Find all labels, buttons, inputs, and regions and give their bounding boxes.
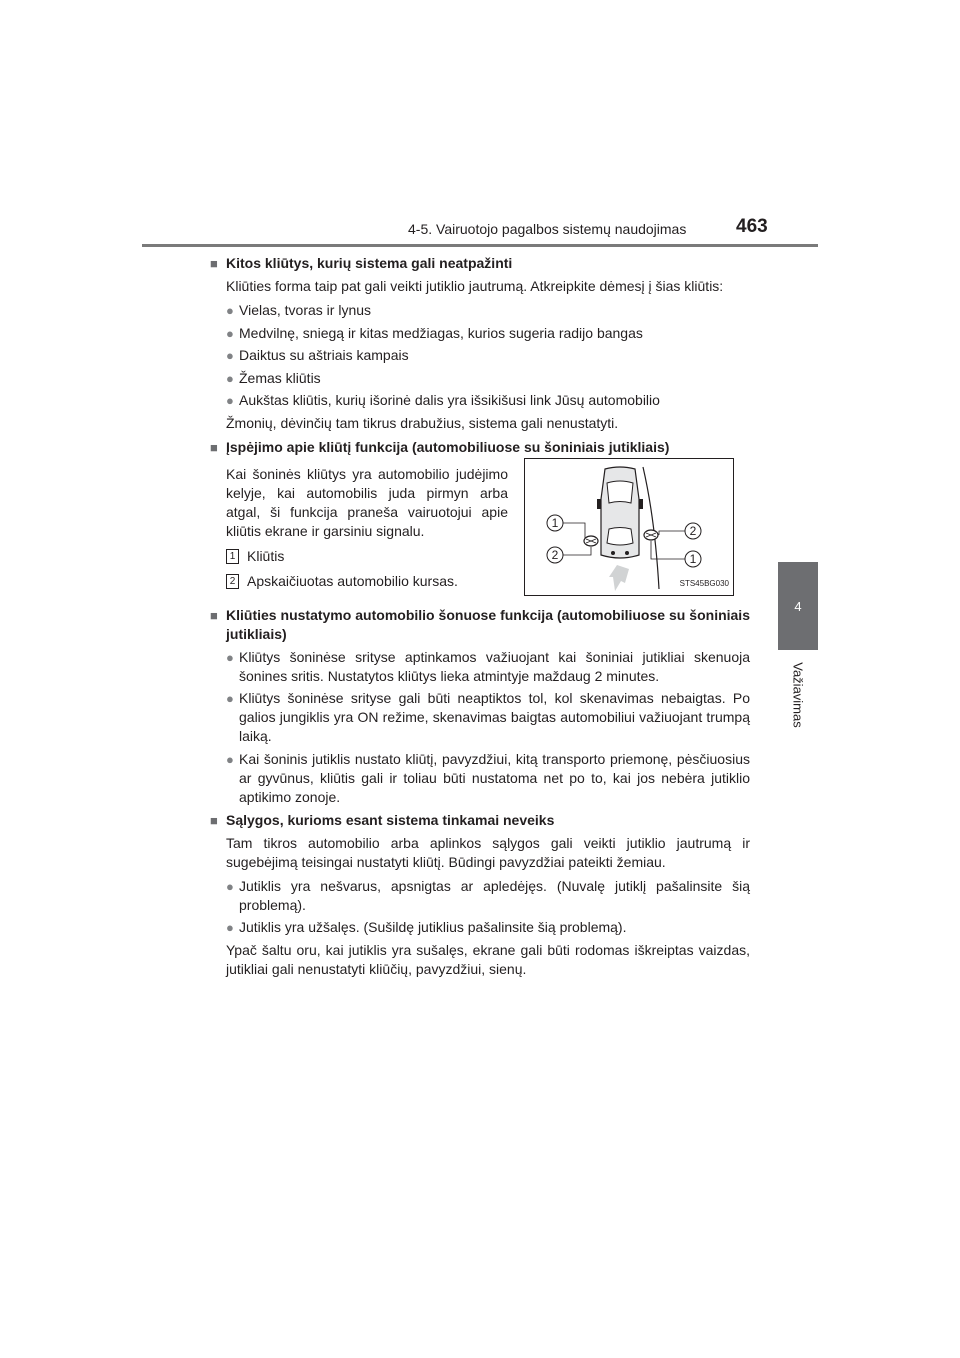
callout-legend-item	[226, 572, 508, 591]
callout-legend-item	[226, 547, 508, 566]
paragraph: Kai šoninės kliūtys yra automobilio judėjimo kelyje, kai automobilis juda pirmyn arba atgal, ši funkcija praneša vairuotojui apie kliūtis ekrane ir garsiniu signalu.	[226, 465, 508, 539]
list-item-text: Medvilnę, sniegą ir kitas medžiagas, kurios sugeria radijo bangas	[239, 324, 643, 341]
callout-number: 2	[226, 574, 239, 589]
paragraph: Ypač šaltu oru, kai jutiklis yra sušalęs, ekrane gali būti rodomas iškreiptas vaizdas, jutikliai gali nenustatyti kliūčių, pavyzdžiui, sienų.	[226, 941, 750, 977]
section-heading	[210, 254, 750, 273]
list-item	[226, 750, 750, 807]
bullet-list	[210, 301, 750, 410]
figure-text-column	[226, 461, 508, 596]
section-heading-text: Kliūties nustatymo automobilio šonuose funkcija (automobiliuose su šoniniais jutikliais)	[226, 606, 750, 642]
list-item-text: Daiktus su aštriais kampais	[239, 347, 409, 363]
list-item-text: Kliūtys šoninėse srityse gali būti neaptiktos tol, kol skenavimas nebaigtas. Po galios jungiklis yra ON režime, skenavimas baigtas automobiliui važiuojant trumpą laiką.	[239, 690, 750, 744]
list-item-text: Kai šoninis jutiklis nustato kliūtį, pavyzdžiui, kitą transporto priemonę, pėsčiuosius ar gyvūnus, kliūtis gali ir toliau būti nustatoma net po to, kai jos nebėra jutiklio aptikimo zonoje.	[239, 750, 750, 805]
section-heading	[210, 438, 750, 457]
page-content	[210, 254, 750, 983]
section-heading	[210, 811, 750, 830]
side-sensor-figure	[524, 458, 734, 596]
list-item-text: Žemas kliūtis	[239, 369, 321, 386]
list-item	[226, 918, 750, 937]
chapter-tab	[778, 562, 818, 650]
page-number: 463	[736, 216, 768, 237]
figure-code: STS45BG030	[679, 578, 729, 588]
paragraph: Žmonių, dėvinčių tam tikrus drabužius, sistema gali nenustatyti.	[226, 414, 619, 431]
course-line	[643, 467, 659, 589]
bullet-icon: ●	[226, 370, 234, 386]
callout-label: Apskaičiuotas automobilio kursas.	[247, 572, 458, 589]
bullet-icon: ●	[226, 691, 234, 706]
callout-label: Kliūtis	[247, 547, 285, 564]
list-item-text: Kliūtys šoninėse srityse aptinkamos važiuojant kai šoniniai jutikliai skenuoja šonines sritis. Nustatytos kliūtys lieka atmintyje maždaug 2 minutes.	[239, 648, 750, 684]
list-item	[226, 391, 750, 410]
bullet-icon: ●	[226, 303, 234, 318]
list-item	[226, 877, 750, 915]
heading-marker: ■	[210, 607, 218, 623]
section-heading	[210, 606, 750, 644]
list-item	[226, 346, 750, 365]
bullet-list	[210, 877, 750, 938]
header-rule	[142, 244, 818, 247]
heading-marker: ■	[210, 256, 218, 271]
figure-callout-label: 2	[689, 523, 697, 538]
paragraph: Tam tikros automobilio arba aplinkos sąlygos gali veikti jutiklio jautrumą ir sugebėjimą teisingai nustatyti kliūtį. Būdingi pavyzdžiai pateikti žemiau.	[226, 834, 750, 870]
figure-callout-label: 1	[551, 515, 559, 530]
chapter-label-text: Važiavimas	[790, 662, 806, 728]
section-with-figure	[226, 461, 750, 596]
list-item-text: Vielas, tvoras ir lynus	[239, 302, 372, 318]
list-item	[226, 324, 750, 343]
bullet-icon: ●	[226, 348, 234, 363]
bullet-icon: ●	[226, 920, 234, 935]
page-header-title: 4-5. Vairuotojo pagalbos sistemų naudojimas	[408, 221, 687, 237]
callout-number: 1	[226, 549, 239, 564]
section-heading-text: Sąlygos, kurioms esant sistema tinkamai neveiks	[226, 811, 555, 828]
heading-marker: ■	[210, 439, 218, 455]
section-heading-text: Kitos kliūtys, kurių sistema gali neatpažinti	[226, 255, 513, 271]
list-item-text: Jutiklis yra nešvarus, apsnigtas ar apledėjęs. (Nuvalę jutiklį pašalinsite šią problemą).	[239, 877, 750, 913]
bullet-icon: ●	[226, 878, 234, 894]
list-item	[226, 648, 750, 686]
bullet-icon: ●	[226, 325, 234, 341]
reverse-arrow-icon	[609, 565, 629, 591]
list-item	[226, 301, 750, 320]
bullet-icon: ●	[226, 393, 234, 408]
list-item	[226, 689, 750, 746]
bullet-list	[210, 648, 750, 807]
chapter-label	[785, 660, 811, 730]
paragraph: Kliūties forma taip pat gali veikti jutiklio jautrumą. Atkreipkite dėmesį į šias kliūtis:	[226, 278, 724, 294]
list-item	[226, 369, 750, 388]
bullet-icon: ●	[226, 649, 234, 665]
heading-marker: ■	[210, 812, 218, 828]
section-heading-text: Įspėjimo apie kliūtį funkcija (automobiliuose su šoniniais jutikliais)	[226, 438, 670, 455]
figure-callout-label: 1	[689, 551, 697, 566]
list-item-text: Aukštas kliūtis, kurių išorinė dalis yra išsikišusi link Jūsų automobilio	[239, 392, 660, 408]
list-item-text: Jutiklis yra užšalęs. (Sušildę jutiklius pašalinsite šią problemą).	[239, 919, 627, 935]
car-top-view-icon	[597, 467, 643, 558]
chapter-number: 4	[794, 598, 802, 614]
bullet-icon: ●	[226, 751, 234, 767]
figure-callout-label: 2	[551, 547, 559, 562]
